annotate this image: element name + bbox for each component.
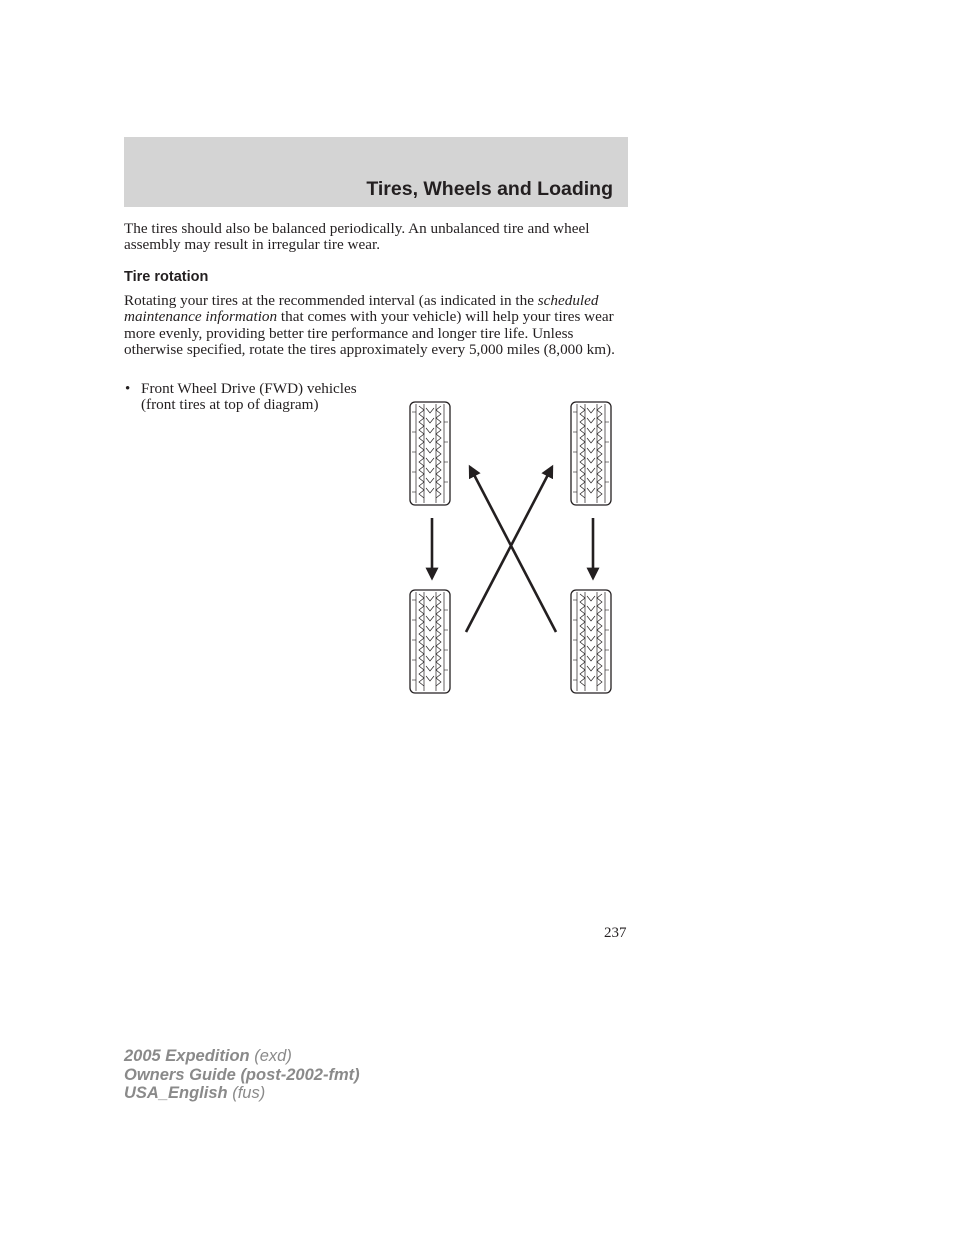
footer-model-code: (exd) [249, 1047, 292, 1065]
header-band [124, 137, 628, 207]
arrow-rear-left-to-front-right [466, 467, 552, 632]
tire-front-left-icon [410, 402, 450, 505]
tire-rotation-diagram [395, 395, 630, 700]
section-text-italic: scheduled maintenance information [124, 292, 599, 326]
footer-language-code: (fus) [227, 1084, 266, 1102]
arrow-rear-right-to-front-left [470, 467, 556, 632]
page-number: 237 [604, 925, 627, 941]
page-title: Tires, Wheels and Loading [366, 178, 613, 200]
section-text-start: Rotating your tires at the recommended interval (as indicated in the [124, 292, 538, 309]
footer-line-2 [124, 1066, 360, 1085]
tire-front-right-icon [571, 402, 611, 505]
tire-rear-right-icon [571, 590, 611, 693]
footer-document-info [124, 1047, 360, 1103]
footer-guide: Owners Guide (post-2002-fmt) [124, 1065, 360, 1084]
tire-rear-left-icon [410, 590, 450, 693]
section-heading: Tire rotation [124, 269, 209, 285]
intro-paragraph: The tires should also be balanced periodically. An unbalanced tire and wheel assembly may result in irregular tire wear. [124, 220, 590, 254]
bullet-icon: • [125, 381, 131, 397]
footer-line-3 [124, 1084, 360, 1103]
section-paragraph [124, 293, 630, 358]
footer-line-1 [124, 1047, 360, 1066]
footer-language: USA_English [124, 1084, 228, 1102]
section-text-end: that comes with your vehicle) will help your tires wear more evenly, providing better tire performance and longer tire life. Unless otherwise specified, rotate the tires approximately every 5,000 miles (8,000 km). [124, 308, 615, 358]
footer-model: 2005 Expedition [124, 1047, 250, 1065]
bullet-item: Front Wheel Drive (FWD) vehicles (front tires at top of diagram) [141, 380, 357, 414]
